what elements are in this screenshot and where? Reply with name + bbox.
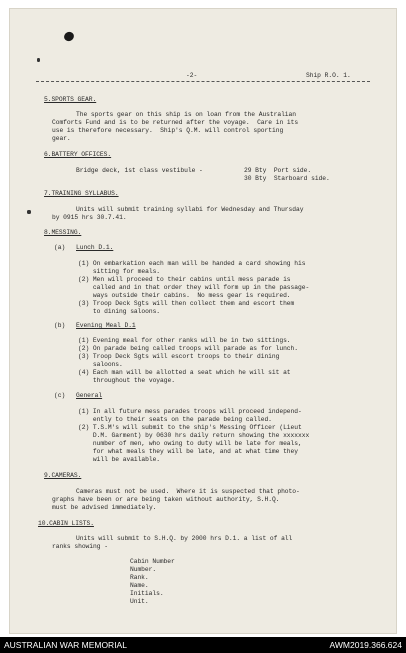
list-item: saloons. [78, 361, 123, 368]
list-item: called and in that order they will form up in the passage- [78, 284, 310, 291]
list-item: (3) Troop Deck Sgts will escort troops to their dining [78, 353, 280, 360]
section-heading: 6.BATTERY OFFICES. [44, 151, 112, 158]
list-item: Initials. [130, 590, 164, 597]
list-item: (4) Each man will be allotted a seat which he will sit at [78, 369, 291, 376]
paragraph-line: Units will submit training syllabi for Wednesday and Thursday [76, 206, 304, 213]
paragraph-line: must be advised immediately. [52, 504, 157, 511]
section-heading: 5.SPORTS GEAR. [44, 96, 97, 103]
section-heading: 8.MESSING. [44, 229, 82, 236]
list-item: will be available. [78, 456, 161, 463]
paragraph-line: use is therefore necessary. Ship's Q.M. will control sporting [52, 127, 284, 134]
paragraph-line: The sports gear on this ship is on loan from the Australian [76, 111, 296, 118]
subsection-title: Evening Meal D.1 [76, 322, 136, 329]
list-item: D.M. Garment) by 0630 hrs daily return showing the xxxxxxx [78, 432, 310, 439]
section-heading: 10.CABIN LISTS. [38, 520, 94, 527]
subsection-label: (c) [54, 392, 66, 399]
subsection-title: Lunch D.1. [76, 244, 114, 251]
list-item: (1) In all future mess parades troops will proceed independ- [78, 408, 302, 415]
page-marker: -2- [186, 72, 198, 79]
institution-label: AUSTRALIAN WAR MEMORIAL [4, 640, 127, 650]
ink-dot [37, 58, 40, 62]
list-item: (3) Troop Deck Sgts will then collect them and escort them [78, 300, 295, 307]
accession-number: AWM2019.366.624 [329, 640, 402, 650]
list-item: (2) T.S.M's will submit to the ship's Messing Officer (Lieut [78, 424, 302, 431]
list-item: (1) On embarkation each man will be handed a card showing his [78, 260, 306, 267]
list-item: (1) Evening meal for other ranks will be in two sittings. [78, 337, 291, 344]
caption-bar [0, 637, 406, 653]
list-item: throughout the voyage. [78, 377, 175, 384]
list-item: ently to their seats on the parade being called. [78, 416, 272, 423]
subsection-title: General [76, 392, 103, 399]
list-item: for what meals they will be late, and at what time they [78, 448, 298, 455]
list-item: number of men, who owing to duty will be late for meals, [78, 440, 302, 447]
list-item: sitting for meals. [78, 268, 161, 275]
section-heading: 9.CAMERAS. [44, 472, 82, 479]
list-item: Name. [130, 582, 149, 589]
list-item: Number. [130, 566, 157, 573]
paragraph-line: 30 Bty Starboard side. [244, 175, 330, 182]
list-item: Cabin Number [130, 558, 175, 565]
paragraph-line: gear. [52, 135, 71, 142]
paragraph-line: Bridge deck, 1st class vestibule - [76, 167, 203, 174]
section-heading: 7.TRAINING SYLLABUS. [44, 190, 119, 197]
paragraph-line: Comforts Fund and is to be returned after the voyage. Care in its [52, 119, 299, 126]
ink-dot [27, 210, 31, 214]
subsection-label: (b) [54, 322, 66, 329]
list-item: (2) Men will proceed to their cabins until mess parade is [78, 276, 291, 283]
paragraph-line: graphs have been or are being taken without authority, S.H.Q. [52, 496, 280, 503]
list-item: to dining saloons. [78, 308, 161, 315]
list-item: (2) On parade being called troops will parade as for lunch. [78, 345, 298, 352]
list-item: ways outside their cabins. No mess gear is required. [78, 292, 291, 299]
paragraph-line: ranks showing - [52, 543, 108, 550]
paragraph-line: 29 Bty Port side. [244, 167, 312, 174]
subsection-label: (a) [54, 244, 66, 251]
paragraph-line: by 0915 hrs 30.7.41. [52, 214, 127, 221]
paragraph-line: Units will submit to S.H.Q. by 2000 hrs D.1. a list of all [76, 535, 293, 542]
paragraph-line: Cameras must not be used. Where it is suspected that photo- [76, 488, 300, 495]
list-item: Rank. [130, 574, 149, 581]
header-rule [36, 81, 370, 82]
list-item: Unit. [130, 598, 149, 605]
ship-ref: Ship R.O. 1. [306, 72, 351, 79]
